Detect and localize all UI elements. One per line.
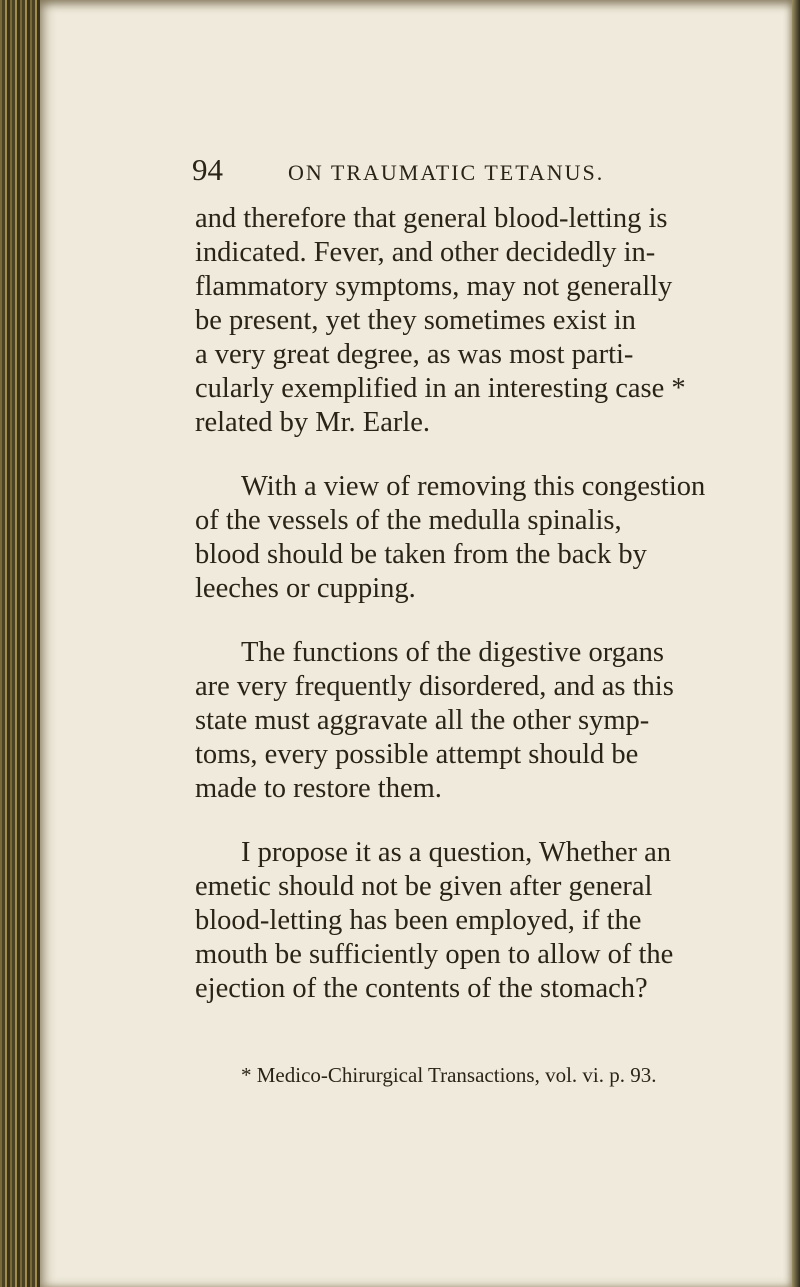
text-line: indicated. Fever, and other decidedly in- <box>195 237 656 268</box>
paragraph-4 <box>195 836 750 1006</box>
page-header <box>40 152 792 192</box>
paragraph-1 <box>195 202 750 440</box>
text-line: made to restore them. <box>195 773 442 804</box>
page-number: 94 <box>192 152 223 187</box>
text-line: With a view of removing this congestion <box>241 471 706 502</box>
page-edge <box>792 0 800 1287</box>
text-line: cularly exemplified in an interesting case * <box>195 373 686 404</box>
text-line: mouth be sufficiently open to allow of the <box>195 939 674 970</box>
text-line: ejection of the contents of the stomach? <box>195 973 648 1004</box>
book-page <box>40 0 792 1287</box>
paragraph-3 <box>195 636 750 806</box>
text-line: I propose it as a question, Whether an <box>241 837 672 868</box>
text-line: and therefore that general blood-letting is <box>195 203 668 234</box>
text-line: emetic should not be given after general <box>195 871 653 902</box>
body-text <box>195 202 750 1036</box>
footnote: * Medico-Chirurgical Transactions, vol. vi. p. 93. <box>241 1063 657 1087</box>
book-binding <box>0 0 40 1287</box>
text-line: toms, every possible attempt should be <box>195 739 639 770</box>
text-line: state must aggravate all the other symp- <box>195 705 650 736</box>
text-line: blood-letting has been employed, if the <box>195 905 642 936</box>
text-line: The functions of the digestive organs <box>241 637 664 668</box>
paragraph-2 <box>195 470 750 606</box>
text-line: flammatory symptoms, may not generally <box>195 271 673 302</box>
text-line: a very great degree, as was most parti- <box>195 339 634 370</box>
text-line: of the vessels of the medulla spinalis, <box>195 505 622 536</box>
text-line: blood should be taken from the back by <box>195 539 647 570</box>
text-line: related by Mr. Earle. <box>195 407 431 438</box>
text-line: leeches or cupping. <box>195 573 416 604</box>
running-title: ON TRAUMATIC TETANUS. <box>288 160 605 185</box>
text-line: are very frequently disordered, and as this <box>195 671 674 702</box>
text-line: be present, yet they sometimes exist in <box>195 305 636 336</box>
